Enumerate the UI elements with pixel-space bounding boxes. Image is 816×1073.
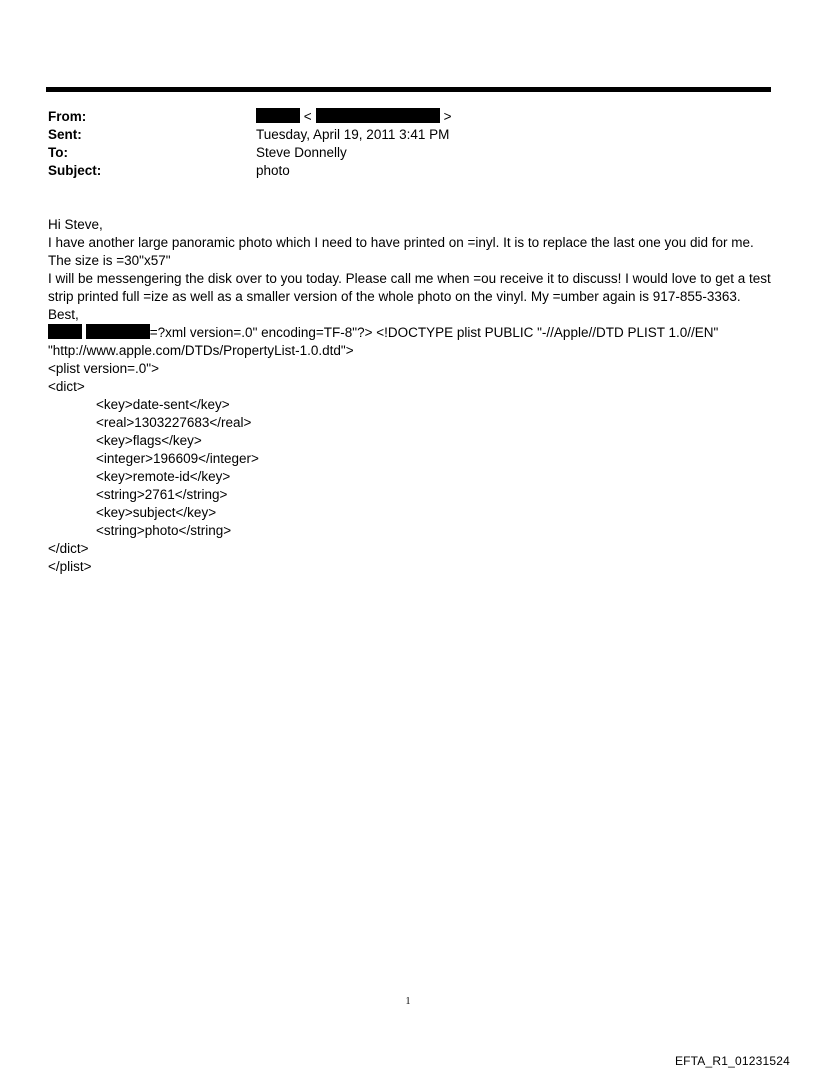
code-line: <key>flags</key> [96,433,202,448]
code-line: <plist version=.0"> [48,361,159,376]
code-line: <real>1303227683</real> [96,415,252,430]
xml-declaration-line [48,324,778,342]
code-line: <integer>196609</integer> [96,451,259,466]
subject-label: Subject: [48,163,102,178]
email-body [48,216,778,576]
body-line-3: I will be messengering the disk over to you today. Please call me when =ou receive it to discuss! I would love to get a test [48,271,771,286]
from-label: From: [48,109,87,124]
body-line-4: strip printed full =ize as well as a smaller version of the whole photo on the vinyl. My =umber again is 917-855-3363. [48,289,741,304]
body-line-1: I have another large panoramic photo which I need to have printed on =inyl. It is to replace the last one you did for me. [48,235,754,250]
plist-code [48,360,778,576]
code-line: </plist> [48,559,92,574]
body-line-2: The size is =30"x57" [48,253,171,268]
code-line: <key>subject</key> [96,505,217,520]
redaction-box [316,108,440,123]
from-lt: < [303,109,312,124]
document-id: EFTA_R1_01231524 [674,1054,790,1068]
xml-line-2: "http://www.apple.com/DTDs/PropertyList-1.0.dtd"> [48,343,354,358]
signoff: Best, [48,307,79,322]
sent-value: Tuesday, April 19, 2011 3:41 PM [256,127,450,142]
to-label: To: [48,145,68,160]
xml-line-1: =?xml version=.0" encoding=TF-8"?> <!DOCTYPE plist PUBLIC "-//Apple//DTD PLIST 1.0//EN" [149,325,719,340]
from-value [256,108,452,126]
redaction-box [48,324,82,339]
code-line: <key>date-sent</key> [96,397,230,412]
subject-value: photo [256,163,290,178]
greeting: Hi Steve, [48,217,103,232]
from-gt: > [443,109,452,124]
page-number: 1 [405,996,411,1007]
code-line: <string>photo</string> [96,523,232,538]
redaction-box [256,108,300,123]
to-value: Steve Donnelly [256,145,347,160]
header-rule [46,87,771,92]
sent-label: Sent: [48,127,82,142]
code-line: <dict> [48,379,85,394]
code-line: <string>2761</string> [96,487,228,502]
code-line: <key>remote-id</key> [96,469,231,484]
redaction-box [86,324,150,339]
code-line: </dict> [48,541,89,556]
